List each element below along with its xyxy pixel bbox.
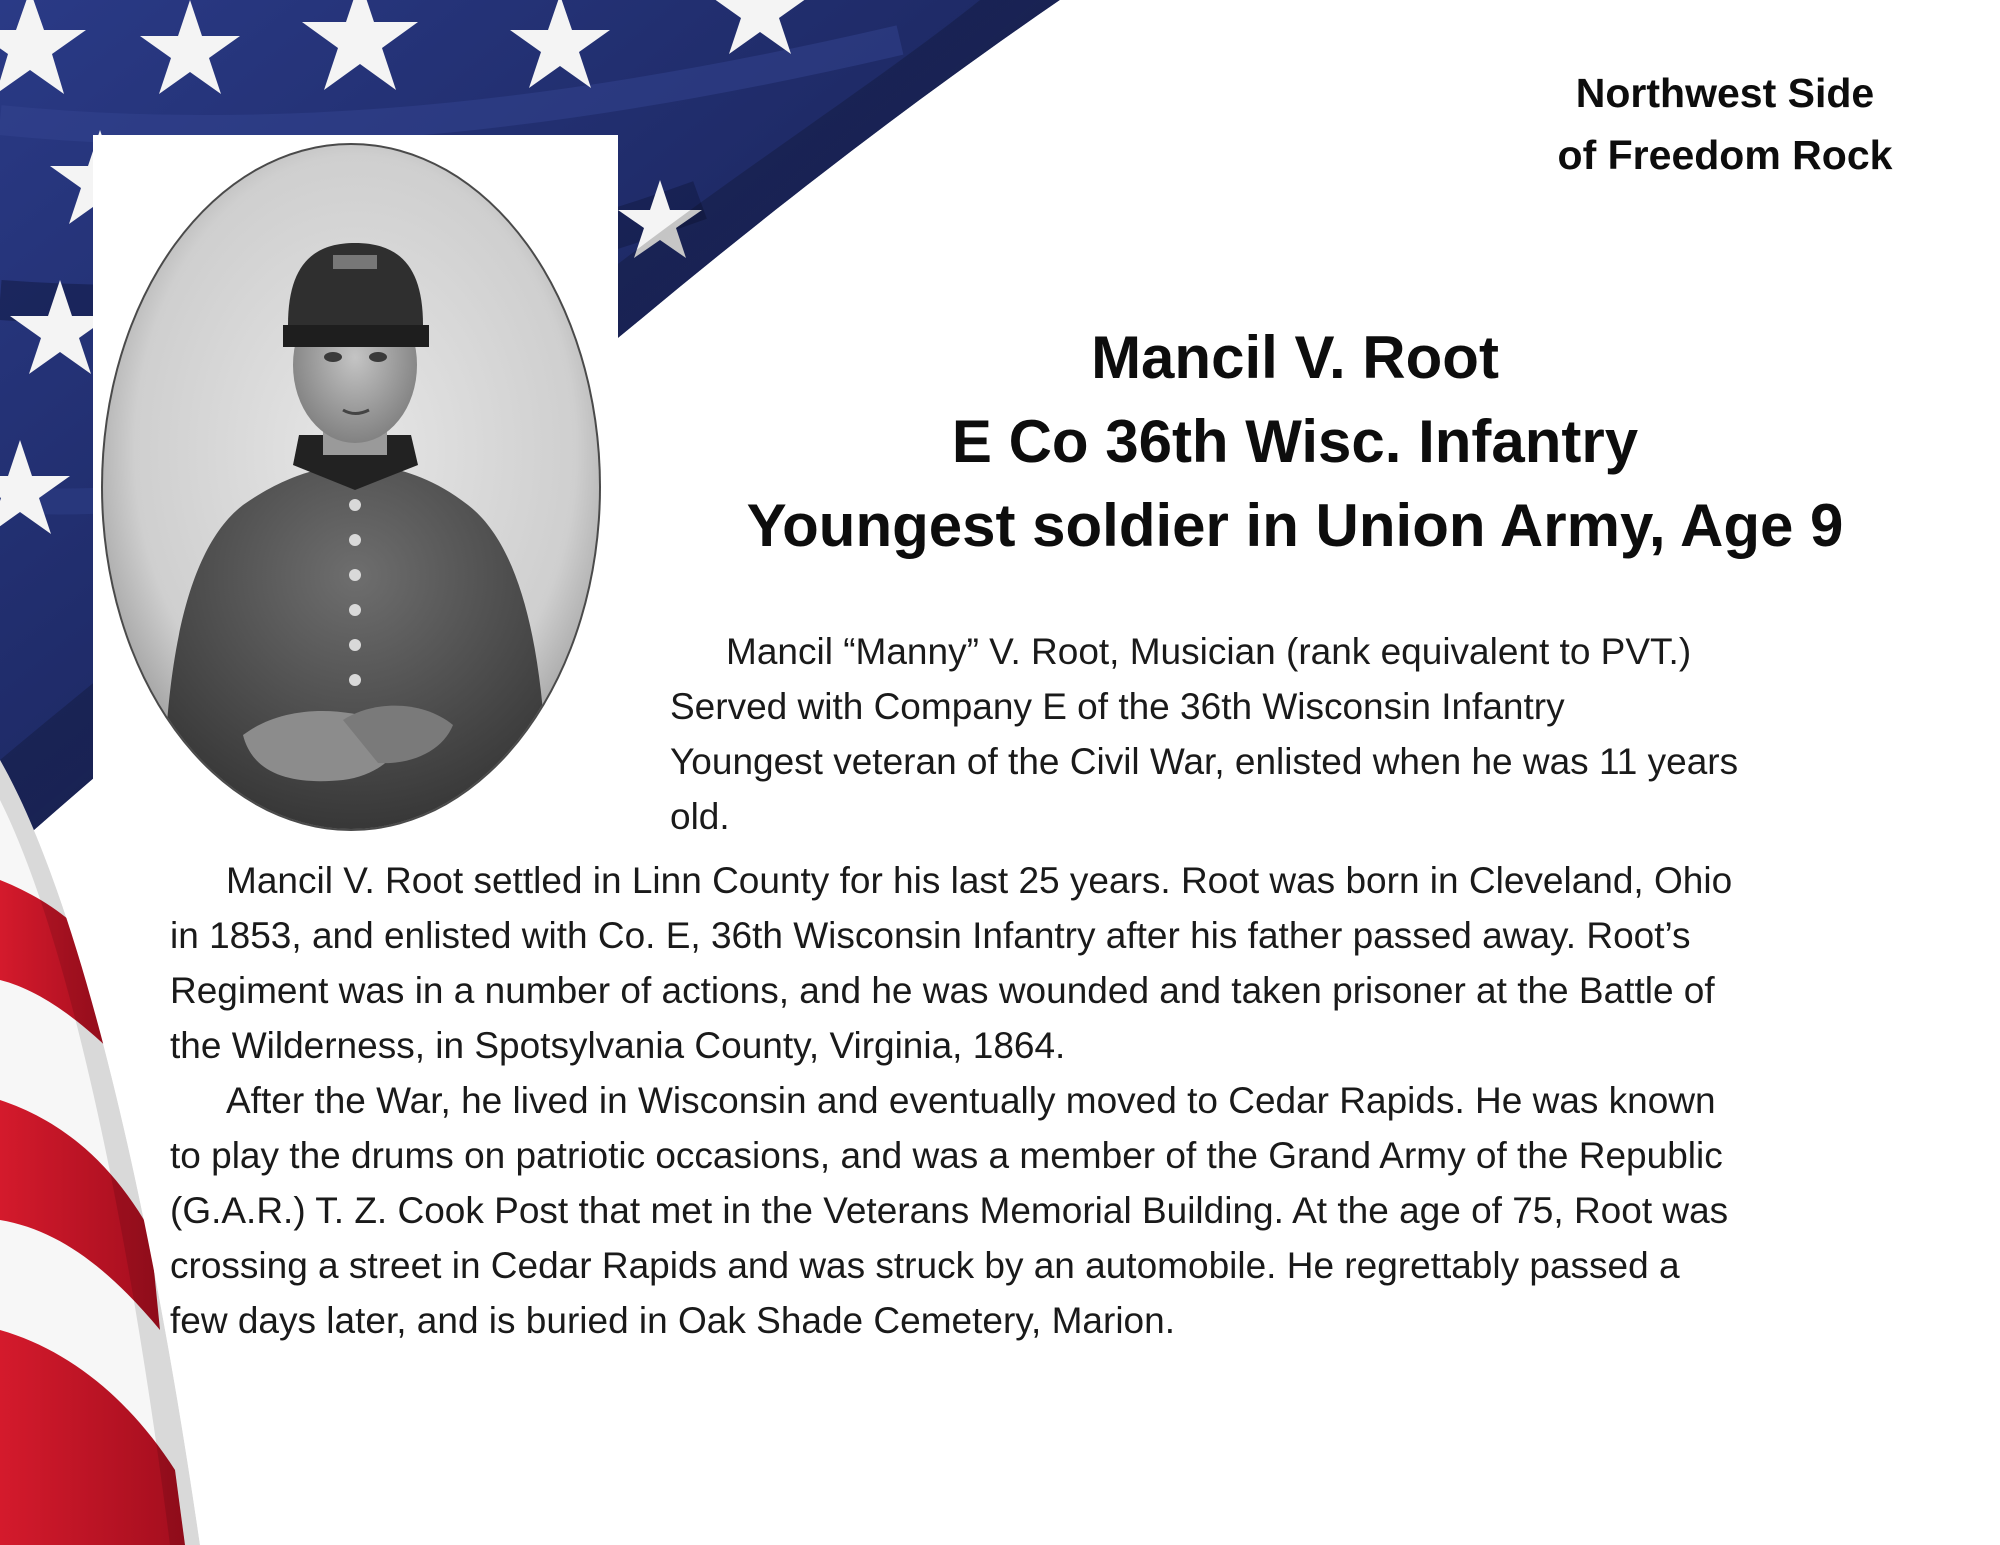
headline	[640, 316, 1950, 568]
story-line: few days later, and is buried in Oak Shade Cemetery, Marion.	[170, 1300, 1175, 1341]
story-block	[170, 853, 1970, 1348]
story-line: to play the drums on patriotic occasions, and was a member of the Grand Army of the Republic	[170, 1135, 1723, 1176]
location-label	[1515, 62, 1935, 186]
story-line: the Wilderness, in Spotsylvania County, Virginia, 1864.	[170, 1025, 1066, 1066]
story-line: After the War, he lived in Wisconsin and eventually moved to Cedar Rapids. He was known	[226, 1080, 1716, 1121]
summary-line: old.	[670, 796, 730, 837]
summary-line: Youngest veteran of the Civil War, enlisted when he was 11 years	[670, 741, 1739, 782]
summary-line: Mancil “Manny” V. Root, Musician (rank equivalent to PVT.)	[726, 631, 1692, 672]
story-line: Regiment was in a number of actions, and he was wounded and taken prisoner at the Battle of	[170, 970, 1715, 1011]
story-line: (G.A.R.) T. Z. Cook Post that met in the Veterans Memorial Building. At the age of 75, Root was	[170, 1190, 1729, 1231]
portrait-photo	[93, 135, 618, 835]
story-paragraph-1	[170, 853, 1970, 1073]
story-paragraph-2	[170, 1073, 1970, 1348]
story-line: in 1853, and enlisted with Co. E, 36th Wisconsin Infantry after his father passed away. Root’s	[170, 915, 1691, 956]
location-line-2: of Freedom Rock	[1557, 132, 1893, 178]
soldier-note: Youngest soldier in Union Army, Age 9	[746, 492, 1844, 559]
soldier-portrait-icon	[93, 135, 618, 835]
location-line-1: Northwest Side	[1575, 70, 1875, 116]
soldier-name: Mancil V. Root	[1091, 324, 1499, 391]
soldier-unit: E Co 36th Wisc. Infantry	[951, 408, 1639, 475]
story-line: Mancil V. Root settled in Linn County for his last 25 years. Root was born in Cleveland, Ohio	[226, 860, 1733, 901]
story-line: crossing a street in Cedar Rapids and was struck by an automobile. He regrettably passed a	[170, 1245, 1680, 1286]
summary-block	[670, 624, 1910, 844]
summary-line: Served with Company E of the 36th Wisconsin Infantry	[670, 686, 1565, 727]
